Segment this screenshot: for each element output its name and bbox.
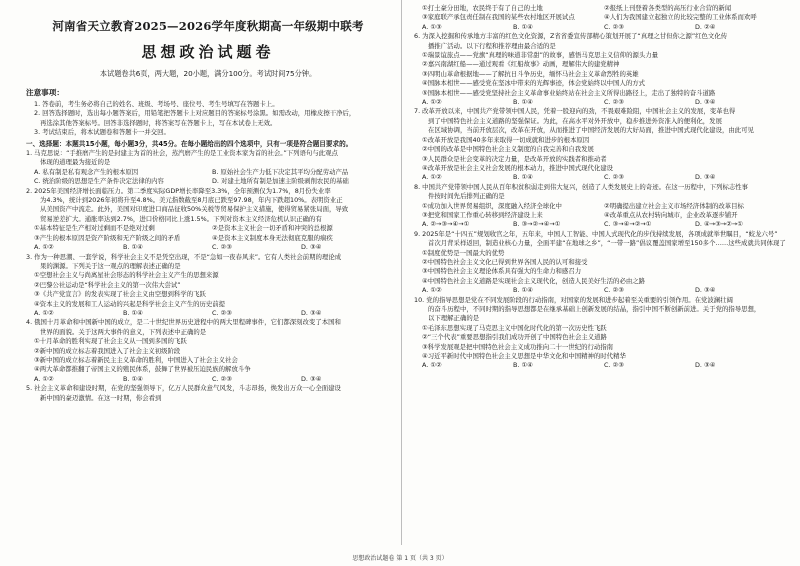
statement: ①制度优势是一国最大的优势 — [422, 248, 505, 257]
question-stem: 在区域协调，当前开放层次，改革在开放，从而推进了中国经济发展的大好局面，推进中国式现代化建设，由此可见 — [428, 126, 754, 135]
option-d: D. 对建土地所有制是加速主阶级剥削农民的基础 — [212, 177, 349, 186]
statement: ④资本主义的发展和工人运动的兴起是科学社会主义产生的历史前提 — [34, 299, 226, 308]
question-stem: 6. 为深入挖掘和传承地方丰富的红色文化资源，Z省省委宣传部精心策划开展了“真理之甘但你之源”红色文化传 — [414, 32, 728, 41]
question-7 — [414, 107, 786, 182]
statement: ②新中国的成立标志着我国进入了社会主义初级阶段 — [34, 346, 181, 355]
option-c: C. ②③ — [604, 22, 624, 31]
notes-title: 注意事项： — [26, 88, 64, 97]
option-a: A. ①③ — [422, 22, 442, 31]
option-a: A. ①② — [422, 286, 442, 295]
question-3 — [26, 253, 390, 319]
option-b: B. ①④ — [513, 361, 533, 370]
option-c: C. ②③ — [604, 286, 624, 295]
question-10 — [414, 296, 786, 371]
option-d: D. ②④ — [695, 22, 716, 31]
option-d: D. ③④ — [301, 243, 322, 252]
option-a: A. ①② — [34, 243, 54, 252]
statement: ④人们为我国建立起独立的比较完整的工业体系而欢呼 — [604, 13, 757, 22]
option-b: B. ①④ — [123, 308, 143, 317]
option-b: B. ①④ — [513, 98, 533, 107]
question-5-continued — [414, 4, 786, 32]
section-heading: 一、选择题：本题共15小题，每小题3分，共45分。在每小题给出的四个选项中，只有一项是符合题目要求的。 — [26, 139, 353, 148]
statement: ④习近平新时代中国特色社会主义思想是中华文化和中国精神的时代精华 — [422, 352, 626, 361]
column-divider — [401, 0, 402, 545]
option-b: B. ①④ — [513, 173, 533, 182]
question-stem: 3. 作为一种思潮、一套学说，科学社会主义不是凭空出现，不是“急如一夜春风来”。它有人类社会前期的理论成 — [26, 252, 342, 261]
option-d: D. ③④ — [301, 308, 322, 317]
statement: ③产生的根本原因是资产阶级和无产阶级之间的矛盾 — [34, 233, 181, 242]
statement: ①毛泽东思想实现了马克思主义中国化时代化的第一次历史性飞跃 — [422, 323, 607, 332]
question-stem: 5. 社会主义革命和建设时期，在党的坚强领导下，亿万人民群众意气风发，斗志昂扬，焕发出万众一心全面建设 — [26, 384, 341, 393]
option-a: A. ①② — [422, 361, 442, 370]
statement: ②是资本主义社会一切矛盾和冲突的总根源 — [212, 224, 333, 233]
option-a: A. ①② — [34, 308, 54, 317]
statement: ④是资本主义制度本身无法彻底克服的痼疾 — [212, 233, 333, 242]
statement: ④两大革命都推翻了帝国主义的殖民体系，鼓舞了世界被压迫民族的解放斗争 — [34, 365, 251, 374]
exam-title: 河南省天立教育2025—2026学年度秋期高一年级期中联考 — [52, 19, 364, 33]
option-a: A. ①② — [422, 173, 442, 182]
option-b: B. ①④ — [513, 22, 533, 31]
option-b: B. 原始社会生产力低下决定其平均分配劳动产品 — [212, 167, 349, 176]
question-stem: 9. 2025年是“十四五”规划收官之年，五年来，中国人工智能、中国人式现代化的步伐持续发展，各项成就举世瞩目，“蛟龙六号” — [414, 229, 778, 238]
option-b: B. ③→②→④→① — [513, 220, 561, 229]
statement: ③四明山革命根据地——了解抗日斗争历史，缅怀马社会主义革命烈牲的英雄 — [422, 69, 639, 78]
exam-subject-title: 思想政治试题卷 — [141, 43, 275, 61]
statement: ③新中国的成立标志着新民主主义革命的胜利，中国进入了社会主义社会 — [34, 355, 238, 364]
statement: ②巴黎公社运动是“科学社会主义的第一次伟大尝试” — [34, 280, 181, 289]
question-9 — [414, 230, 786, 296]
statement: ②“三个代表”重要思想指引我们成功开创了中国特色社会主义道路 — [422, 333, 607, 342]
option-c: C. ②③ — [212, 374, 232, 383]
option-d: D. ③④ — [695, 361, 716, 370]
statement: ④改革开放是社会主义社会发展的根本动力，推进中国式现代化建设 — [422, 163, 614, 172]
statement: ②中国的改革是中国特色社会主义制度的自我完善和自我发展 — [422, 145, 594, 154]
statement: ④中国特色社会主义道路是实现社会主义现代化，创造人民美好生活的必由之路 — [422, 276, 646, 285]
question-6 — [414, 32, 786, 107]
option-b: B. ①④ — [513, 286, 533, 295]
option-b: B. ①④ — [123, 374, 143, 383]
option-a: A. 私有制是私有观念产生的根本原因 — [34, 167, 139, 176]
question-2 — [26, 187, 390, 253]
question-4 — [26, 318, 390, 384]
page-footer: 思想政治试题卷 第 1 页（共 3 页） — [352, 555, 448, 562]
question-8 — [414, 183, 786, 230]
question-stem: 以下理解正确的是 — [428, 314, 480, 323]
question-stem: 体现的道理最为接近的是 — [40, 158, 111, 167]
question-stem: 播推广活动。以下行程和推荐理由最合适的是 — [428, 41, 556, 50]
question-stem: 贸易逆差扩大。通胀率达到2.7%，进口价格同比上涨1.5%。下列对资本主义经济危机认识正确的有 — [40, 214, 322, 223]
option-c: C. ③→④→②→① — [604, 220, 652, 229]
option-d: D. ③④ — [695, 173, 716, 182]
option-d: D. ③④ — [695, 286, 716, 295]
statement: ①改革开放是我国40多年来取得一切成就和进步的根本原因 — [422, 135, 590, 144]
statement: ②嘉兴南湖红船——通过观看《红船故事》动画，理解伟大的建党精神 — [422, 60, 620, 69]
option-d: D. ③④ — [695, 98, 716, 107]
statement: ②明确提出建立社会主义市场经济体制的改革目标 — [604, 201, 744, 210]
option-c: C. ②③ — [212, 243, 232, 252]
option-c: C. ②③ — [604, 361, 624, 370]
question-stem: 新中国的豪迈激情。在这一时期，你会看到 — [40, 393, 162, 402]
option-c: C. ②③ — [604, 173, 624, 182]
question-stem: 4. 俄国十月革命和中国新中国的成立，是二十世纪世界历史进程中的两大里程碑事件，它们都深刻改变了本国和 — [26, 318, 341, 327]
option-d: D. ③④ — [301, 374, 322, 383]
statement: ③中国特色社会主义理论体系具有强大的生命力和感召力 — [422, 267, 582, 276]
statement: ①成功加入世界贸易组织，深度融入经济全球化中 — [422, 201, 562, 210]
option-c: C. ②③ — [604, 98, 624, 107]
statement: ④国脉本相世——感受党在坚冰中带来的光辉事迹，体会党始终以中国人的方式 — [422, 79, 646, 88]
statement: ⑤国脉本相世——感受党坚持社会主义革命事业始终站在社会主义所得出路径上，走出了独特的奋斗道路 — [422, 88, 716, 97]
statement: ①打土豪分田地，农民终于有了自己的土地 — [422, 4, 543, 12]
question-stem: 首次月背采样返回，制造业核心力量，全面平建“在地球之乡”，“一带一路”倡议覆盖国家增至150多个……这些成就共同体现了 — [428, 239, 786, 248]
exam-info: 本试题卷共6页，两大题，20小题，满分100分。考试时间75分钟。 — [99, 69, 317, 78]
statement: ③《共产党宣言》的发表实现了社会主义由空想到科学的飞跃 — [34, 290, 206, 299]
question-stem: 到了中国特色社会主义道路的坚强保证。为此，在高水平对外开放中，稳步推进外资准入的便利化，发展 — [428, 116, 722, 125]
question-stem: 1. 马克思说：“手推磨产生的是封建主为首的社会，蒸汽磨产生的是工业资本家为首的社会。”下列语句与此观点 — [26, 149, 338, 158]
statement: ③把党和国家工作重心转移到经济建设上来 — [422, 210, 543, 219]
right-column — [404, 0, 800, 566]
question-stem: 7. 改革开放以来，中国共产党带领中国人民，凭着一股迎向的劲，不畏艰难险阻，中国社会主义的发展，变革也得 — [414, 107, 736, 116]
option-d: D. ④→③→②→① — [695, 220, 743, 229]
question-stem: 世界的面貌。关于这两大事件的意义，下列表述中正确的是 — [40, 327, 207, 336]
statement: ①基本特征是生产相对过剩而不是绝对过剩 — [34, 224, 155, 233]
question-stem: 2. 2025年美国经济增长面临压力。第二季度实际GDP增长率降至3.3%，全年预测仅为1.7%，8月份失业率 — [26, 186, 331, 195]
question-5 — [26, 384, 390, 403]
note-line: 2. 回答选择题时，选出每小题答案后，用铅笔把答题卡上对应题目的答案标号涂黑。如需改动，用橡皮擦干净后， — [34, 109, 356, 118]
note-line: 3. 考试结束后，将本试题卷和答题卡一并交回。 — [34, 128, 170, 137]
option-b: B. ①④ — [123, 243, 143, 252]
statement: ②报纸上刊登着各类型的高压行业合营的新闻 — [604, 4, 732, 12]
option-a: A. ①② — [34, 374, 54, 383]
statement: ③科学发展观是把中国特色社会主义成功推向二十一世纪的行动指南 — [422, 342, 614, 351]
statement: ①空想社会主义与尚离星社会形态的科学社会主义产生的思想来源 — [34, 271, 219, 280]
question-stem: 件按时间先后排列正确的是 — [428, 192, 505, 201]
question-stem: 从美国资产中流走。此外，美国对印度进口商品征收50%关税等贸易保护主义措施，使得贸易紧张局面，导致 — [40, 205, 349, 214]
question-1 — [26, 149, 390, 187]
statement: ③家庭联产承包责任制在我国的某些农村地区开展试点 — [422, 13, 575, 22]
question-stem: 为4.3%，统计到2026年初将升至4.8%。美元指数截至8月底已跌至97.98，年内下跌超10%。表明资业正 — [40, 196, 343, 205]
statement: ①瑞景谊旅点——党旗“真理的味道非常甜”的故事，感悟马克思主义信仰的源头力量 — [422, 51, 659, 60]
statement: ③人民群众是社会变革的决定力量，是改革开放的实践者和推动者 — [422, 154, 607, 163]
statement: ②中国特色社会主义文化已得到世界各国人民的认可和接受 — [422, 257, 588, 266]
option-c: C. ②③ — [212, 308, 232, 317]
notes-block — [26, 87, 390, 138]
note-line: 再选涂其他答案标号。回答非选择题时，将答案写在答题卡上，写在本试卷上无效。 — [40, 118, 277, 127]
statement: ①十月革命的胜利实现了社会主义从一国到多国的飞跃 — [34, 337, 187, 346]
option-a: A. ①② — [422, 98, 442, 107]
option-c: C. 统治阶级的思想是生产条件决定法律的内容 — [34, 177, 164, 186]
option-a: A. ②→③→④→① — [422, 220, 470, 229]
question-stem: 8. 中国共产党带领中国人民从百年积贫积弱走到伟大复兴，创造了人类发展史上的奇迹。在这一历程中，下列标志性事 — [414, 182, 749, 191]
question-stem: 10. 党的指导思想是党在不同发展阶段的行动指南，对国家的发展和进步起着至关重要的引领作用。在党波澜壮阔 — [414, 295, 733, 304]
statement: ④改革重点从农村转向城市，企业改革逐步铺开 — [604, 210, 738, 219]
question-stem: 果的渊源。下列关于这一观点的理解表述正确的是 — [40, 261, 181, 270]
question-stem: 的奋斗历程中，不同时期的指导思想都是在继承基础上创新发展的结晶，指引中国不断创新前进。关于党的指导思想， — [428, 305, 761, 313]
note-line: 1. 答卷前，考生务必将自己的姓名、班级、考场号、座位号、考生号填写在答题卡上。 — [34, 100, 279, 108]
